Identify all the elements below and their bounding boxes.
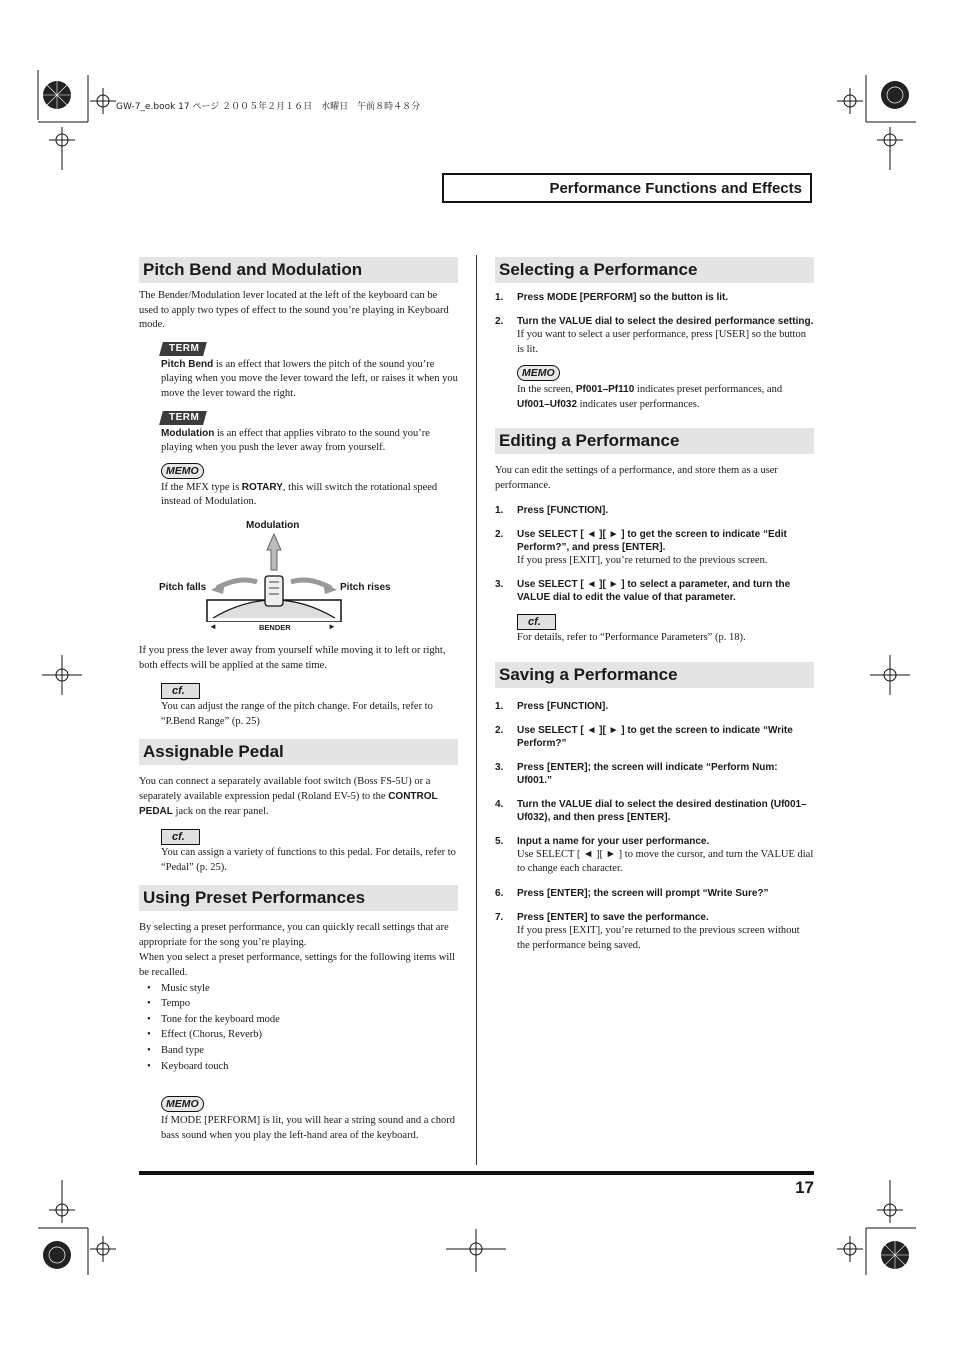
left-arrow: ◄	[209, 621, 217, 631]
section-heading: Editing a Performance	[495, 428, 814, 454]
right-column	[495, 257, 814, 953]
section-heading: Saving a Performance	[495, 662, 814, 688]
step: 7. Press [ENTER] to save the performance.	[495, 911, 709, 923]
pitch-bend-after: If you press the lever away from yourself while moving it to left or right, both effects will be applied at the same time.	[139, 644, 446, 671]
term-badge: TERM	[159, 342, 207, 356]
step: 2. Turn the VALUE dial to select the desired performance setting.	[495, 316, 814, 327]
step-desc: Use SELECT [ ◄ ][ ► ] to move the cursor, and turn the VALUE dial to change each character.	[517, 848, 814, 875]
section-heading: Using Preset Performances	[139, 885, 458, 911]
cf-parameters: For details, refer to “Performance Parameters” (p. 18).	[517, 632, 746, 644]
page-number: 17	[795, 1178, 814, 1197]
cf-badge: cf.	[161, 829, 200, 845]
section-heading: Assignable Pedal	[139, 739, 458, 765]
bender-diagram	[139, 520, 458, 644]
step: 4. Turn the VALUE dial to select the desired destination (Uf001–Uf032), and then press [ENTER].	[495, 798, 807, 823]
section-heading: Selecting a Performance	[495, 257, 814, 283]
step: 3. Use SELECT [ ◄ ][ ► ] to select a parameter, and turn the VALUE dial to edit the value of that parameter.	[495, 579, 791, 604]
list-item: • Keyboard touch	[161, 1059, 458, 1075]
cf-pedal: You can assign a variety of functions to this pedal. For details, refer to “Pedal” (p. 25).	[161, 847, 456, 873]
step: 1. Press [FUNCTION].	[495, 700, 609, 712]
step: 6. Press [ENTER]; the screen will prompt “Write Sure?”	[495, 887, 769, 899]
list-item: • Tempo	[161, 996, 458, 1012]
term-modulation: Modulation is an effect that applies vibrato to the sound you’re playing when you push the lever away from yourself.	[161, 427, 430, 454]
step: 3. Press [ENTER]; the screen will indicate “Perform Num: Uf001.”	[495, 761, 778, 786]
step-desc: If you press [EXIT], you’re returned to the previous screen.	[517, 554, 768, 566]
editing-intro: You can edit the settings of a performance, and store them as a user performance.	[495, 465, 778, 491]
pedal-text: You can connect a separately available foot switch (Boss FS-5U) or a separately available expression pedal (Roland EV-5) to the CONTROL PEDAL jack on the rear panel.	[139, 776, 438, 817]
recalled-items-list	[139, 981, 458, 1075]
right-arrow: ►	[328, 621, 336, 631]
column-divider	[476, 255, 477, 1165]
cf-badge: cf.	[161, 683, 200, 699]
memo-performance-ids: In the screen, Pf001–Pf110 indicates preset performances, and Uf001–Uf032 indicates user performances.	[517, 384, 783, 410]
pitch-falls-label: Pitch falls	[159, 581, 207, 593]
list-item: • Effect (Chorus, Reverb)	[161, 1027, 458, 1043]
memo-preset: If MODE [PERFORM] is lit, you will hear a string sound and a chord bass sound when you play the left-hand area of the keyboard.	[161, 1115, 455, 1141]
cf-pbend-range: You can adjust the range of the pitch change. For details, refer to “P.Bend Range” (p. 25)	[161, 701, 433, 727]
preset-p2: When you select a preset performance, settings for the following items will be recalled.	[139, 952, 456, 979]
step: 2. Use SELECT [ ◄ ][ ► ] to get the screen to indicate “Write Perform?”	[495, 724, 793, 749]
memo-badge: MEMO	[161, 463, 204, 479]
memo-badge: MEMO	[161, 1096, 204, 1112]
term-badge: TERM	[159, 411, 207, 425]
footer-rule	[139, 1171, 814, 1175]
pitch-bend-intro: The Bender/Modulation lever located at the left of the keyboard can be used to apply two types of effect to the sound you’re playing in Keyboard mode.	[139, 290, 449, 331]
modulation-label: Modulation	[246, 519, 300, 531]
list-item: • Band type	[161, 1043, 458, 1059]
step: 2. Use SELECT [ ◄ ][ ► ] to get the screen to indicate “Edit Perform?”, and press [ENTER].	[495, 528, 787, 553]
running-title: Performance Functions and Effects	[442, 173, 812, 203]
step: 1. Press [FUNCTION].	[495, 504, 609, 516]
list-item: • Tone for the keyboard mode	[161, 1012, 458, 1028]
section-heading: Pitch Bend and Modulation	[139, 257, 458, 283]
bender-label: BENDER	[259, 622, 291, 632]
step: 5. Input a name for your user performance.	[495, 835, 710, 847]
bender-lever-drawing	[199, 532, 349, 622]
step-desc: If you press [EXIT], you’re returned to the previous screen without the performance being saved.	[517, 924, 800, 951]
term-pitch-bend: Pitch Bend is an effect that lowers the pitch of the sound you’re playing when you move the lever toward the left, or raises it when you move the lever toward the right.	[161, 358, 458, 399]
preset-p1: By selecting a preset performance, you can quickly recall settings that are appropriate for the song you’re playing.	[139, 922, 449, 948]
step: 1. Press MODE [PERFORM] so the button is lit.	[495, 292, 729, 303]
book-info-line: GW-7_e.book 17 ページ ２００５年２月１６日 水曜日 午前８時４８分	[116, 102, 421, 112]
left-column	[139, 257, 458, 1143]
pitch-rises-label: Pitch rises	[340, 581, 391, 593]
list-item: • Music style	[161, 981, 458, 997]
step-desc: If you want to select a user performance, press [USER] so the button is lit.	[517, 329, 806, 355]
cf-badge: cf.	[517, 614, 556, 630]
memo-rotary: If the MFX type is ROTARY, this will switch the rotational speed instead of Modulation.	[161, 481, 438, 508]
memo-badge: MEMO	[517, 365, 560, 381]
